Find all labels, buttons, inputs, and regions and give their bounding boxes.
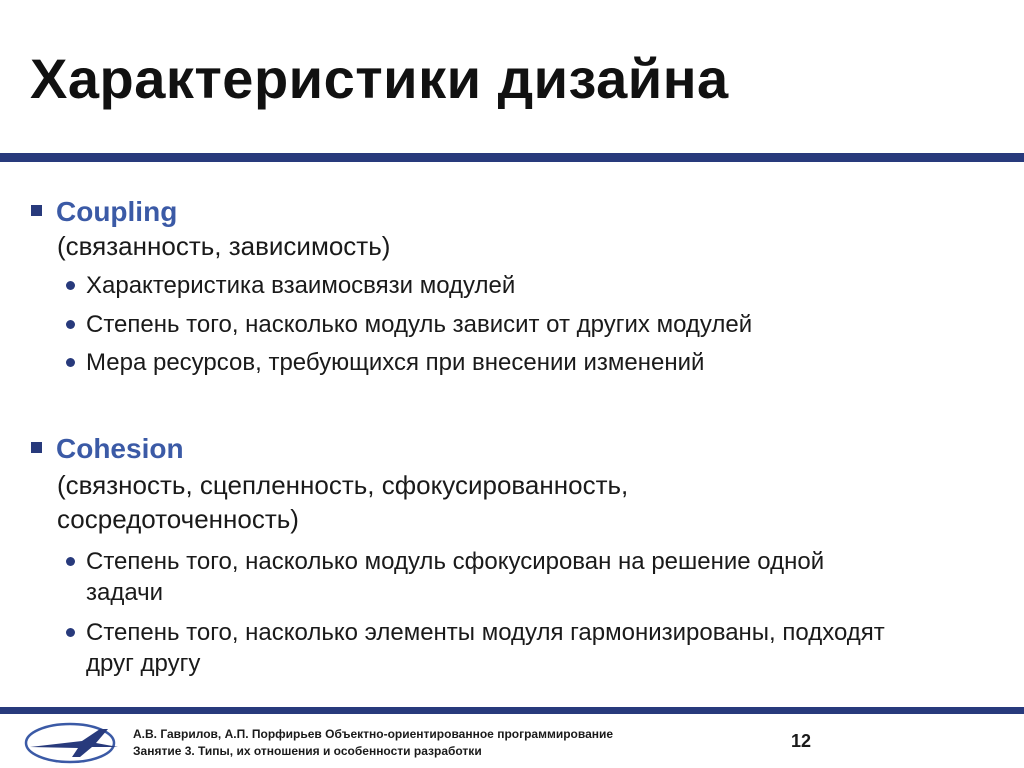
bottom-divider xyxy=(0,707,1024,714)
gloss-line: (связанность, зависимость) xyxy=(57,231,391,261)
bullet-point xyxy=(66,309,996,340)
footer-line-authors: А.В. Гаврилов, А.П. Порфирьев Объектно-ориентированное программирование xyxy=(133,727,614,741)
gloss-line: (связность, сцепленность, сфокусированность, xyxy=(57,470,629,500)
square-bullet-icon xyxy=(31,205,42,216)
bullet-text: Характеристика взаимосвязи модулей xyxy=(86,272,516,299)
footer-line-lesson: Занятие 3. Типы, их отношения и особенности разработки xyxy=(133,744,482,758)
section-cohesion xyxy=(31,433,184,465)
wing-logo-icon xyxy=(22,717,122,765)
dot-bullet-icon xyxy=(66,320,75,329)
section-term: Cohesion xyxy=(56,433,184,464)
bullet-text: Степень того, насколько модуль зависит от других модулей xyxy=(86,311,753,338)
slide-title: Характеристики дизайна xyxy=(30,47,729,110)
gloss-line: сосредоточенность) xyxy=(57,504,299,534)
dot-bullet-icon xyxy=(66,628,75,637)
bullet-point xyxy=(66,270,996,301)
footer-credits xyxy=(133,726,613,760)
section-coupling xyxy=(31,196,177,228)
bullet-text: Степень того, насколько модуль сфокусирован на решение одной задачи xyxy=(86,548,825,606)
square-bullet-icon xyxy=(31,442,42,453)
page-number: 12 xyxy=(791,731,812,751)
dot-bullet-icon xyxy=(66,358,75,367)
top-divider xyxy=(0,153,1024,162)
bullet-point xyxy=(66,546,996,608)
bullet-point xyxy=(66,347,996,378)
section-gloss xyxy=(57,229,390,263)
section-term: Coupling xyxy=(56,196,178,227)
bullet-text: Степень того, насколько элементы модуля гармонизированы, подходят друг другу xyxy=(86,619,885,677)
dot-bullet-icon xyxy=(66,281,75,290)
bullet-point xyxy=(66,617,996,679)
section-gloss xyxy=(57,468,628,536)
dot-bullet-icon xyxy=(66,557,75,566)
bullet-text: Мера ресурсов, требующихся при внесении изменений xyxy=(86,349,705,376)
